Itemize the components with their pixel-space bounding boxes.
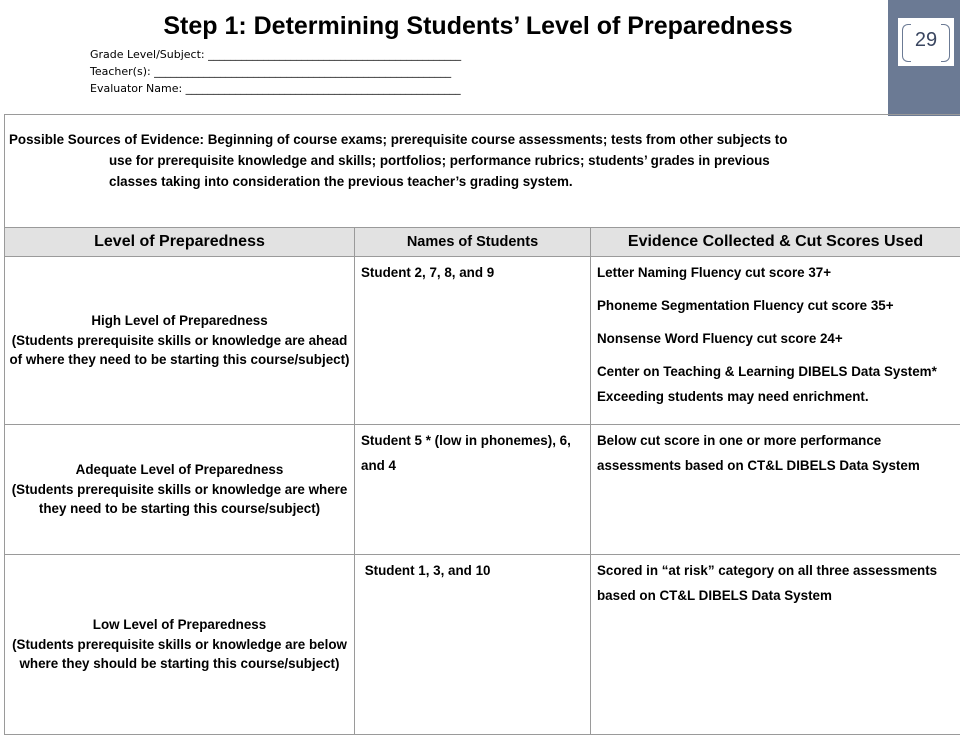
- evaluator-field: Evaluator Name: __________________________________________________: [90, 80, 461, 97]
- sources-line-2: use for prerequisite knowledge and skills; portfolios; performance rubrics; students’ grades in previous: [9, 150, 956, 171]
- sources-line-3: classes taking into consideration the previous teacher’s grading system.: [9, 171, 956, 192]
- evidence-cell: [591, 425, 960, 555]
- level-cell: [5, 257, 355, 425]
- evidence-item: Phoneme Segmentation Fluency cut score 35+: [597, 293, 954, 318]
- names-cell: Student 1, 3, and 10: [355, 555, 591, 735]
- level-cell: [5, 425, 355, 555]
- level-description: (Students prerequisite skills or knowledge are ahead of where they need to be starting this course/subject): [9, 331, 350, 370]
- evidence-item: Letter Naming Fluency cut score 37+: [597, 260, 954, 285]
- grade-level-field: Grade Level/Subject: ______________________________________________: [90, 46, 461, 63]
- level-description: (Students prerequisite skills or knowledge are below where they should be starting this course/subject): [9, 635, 350, 674]
- level-title: High Level of Preparedness: [9, 311, 350, 331]
- names-cell: Student 5 * (low in phonemes), 6, and 4: [355, 425, 591, 555]
- header-names: Names of Students: [355, 228, 591, 257]
- header-evidence: Evidence Collected & Cut Scores Used: [591, 228, 960, 257]
- evidence-item: Center on Teaching & Learning DIBELS Data System* Exceeding students may need enrichment.: [597, 359, 954, 409]
- table-row: [5, 257, 960, 425]
- preparedness-table: [4, 114, 960, 735]
- slide-title: Step 1: Determining Students’ Level of Preparedness: [0, 12, 960, 41]
- evidence-cell: [591, 555, 960, 735]
- page-number: 29: [898, 29, 954, 52]
- form-fields: [90, 46, 461, 97]
- header-level: Level of Preparedness: [5, 228, 355, 257]
- teacher-field: Teacher(s): ______________________________________________________: [90, 63, 461, 80]
- evidence-sources-cell: [5, 115, 960, 228]
- table-row: [5, 425, 960, 555]
- evidence-cell: [591, 257, 960, 425]
- evidence-item: Nonsense Word Fluency cut score 24+: [597, 326, 954, 351]
- level-title: Low Level of Preparedness: [9, 615, 350, 635]
- table-row: [5, 555, 960, 735]
- page-number-box: [898, 18, 954, 66]
- level-cell: [5, 555, 355, 735]
- names-cell: Student 2, 7, 8, and 9: [355, 257, 591, 425]
- evidence-item: Scored in “at risk” category on all three assessments based on CT&L DIBELS Data System: [597, 558, 954, 608]
- sources-line-1: Possible Sources of Evidence: Beginning of course exams; prerequisite course assessments; tests from other subjects to: [9, 129, 956, 150]
- level-title: Adequate Level of Preparedness: [9, 460, 350, 480]
- level-description: (Students prerequisite skills or knowledge are where they need to be starting this course/subject): [9, 480, 350, 519]
- evidence-item: Below cut score in one or more performance assessments based on CT&L DIBELS Data System: [597, 428, 954, 478]
